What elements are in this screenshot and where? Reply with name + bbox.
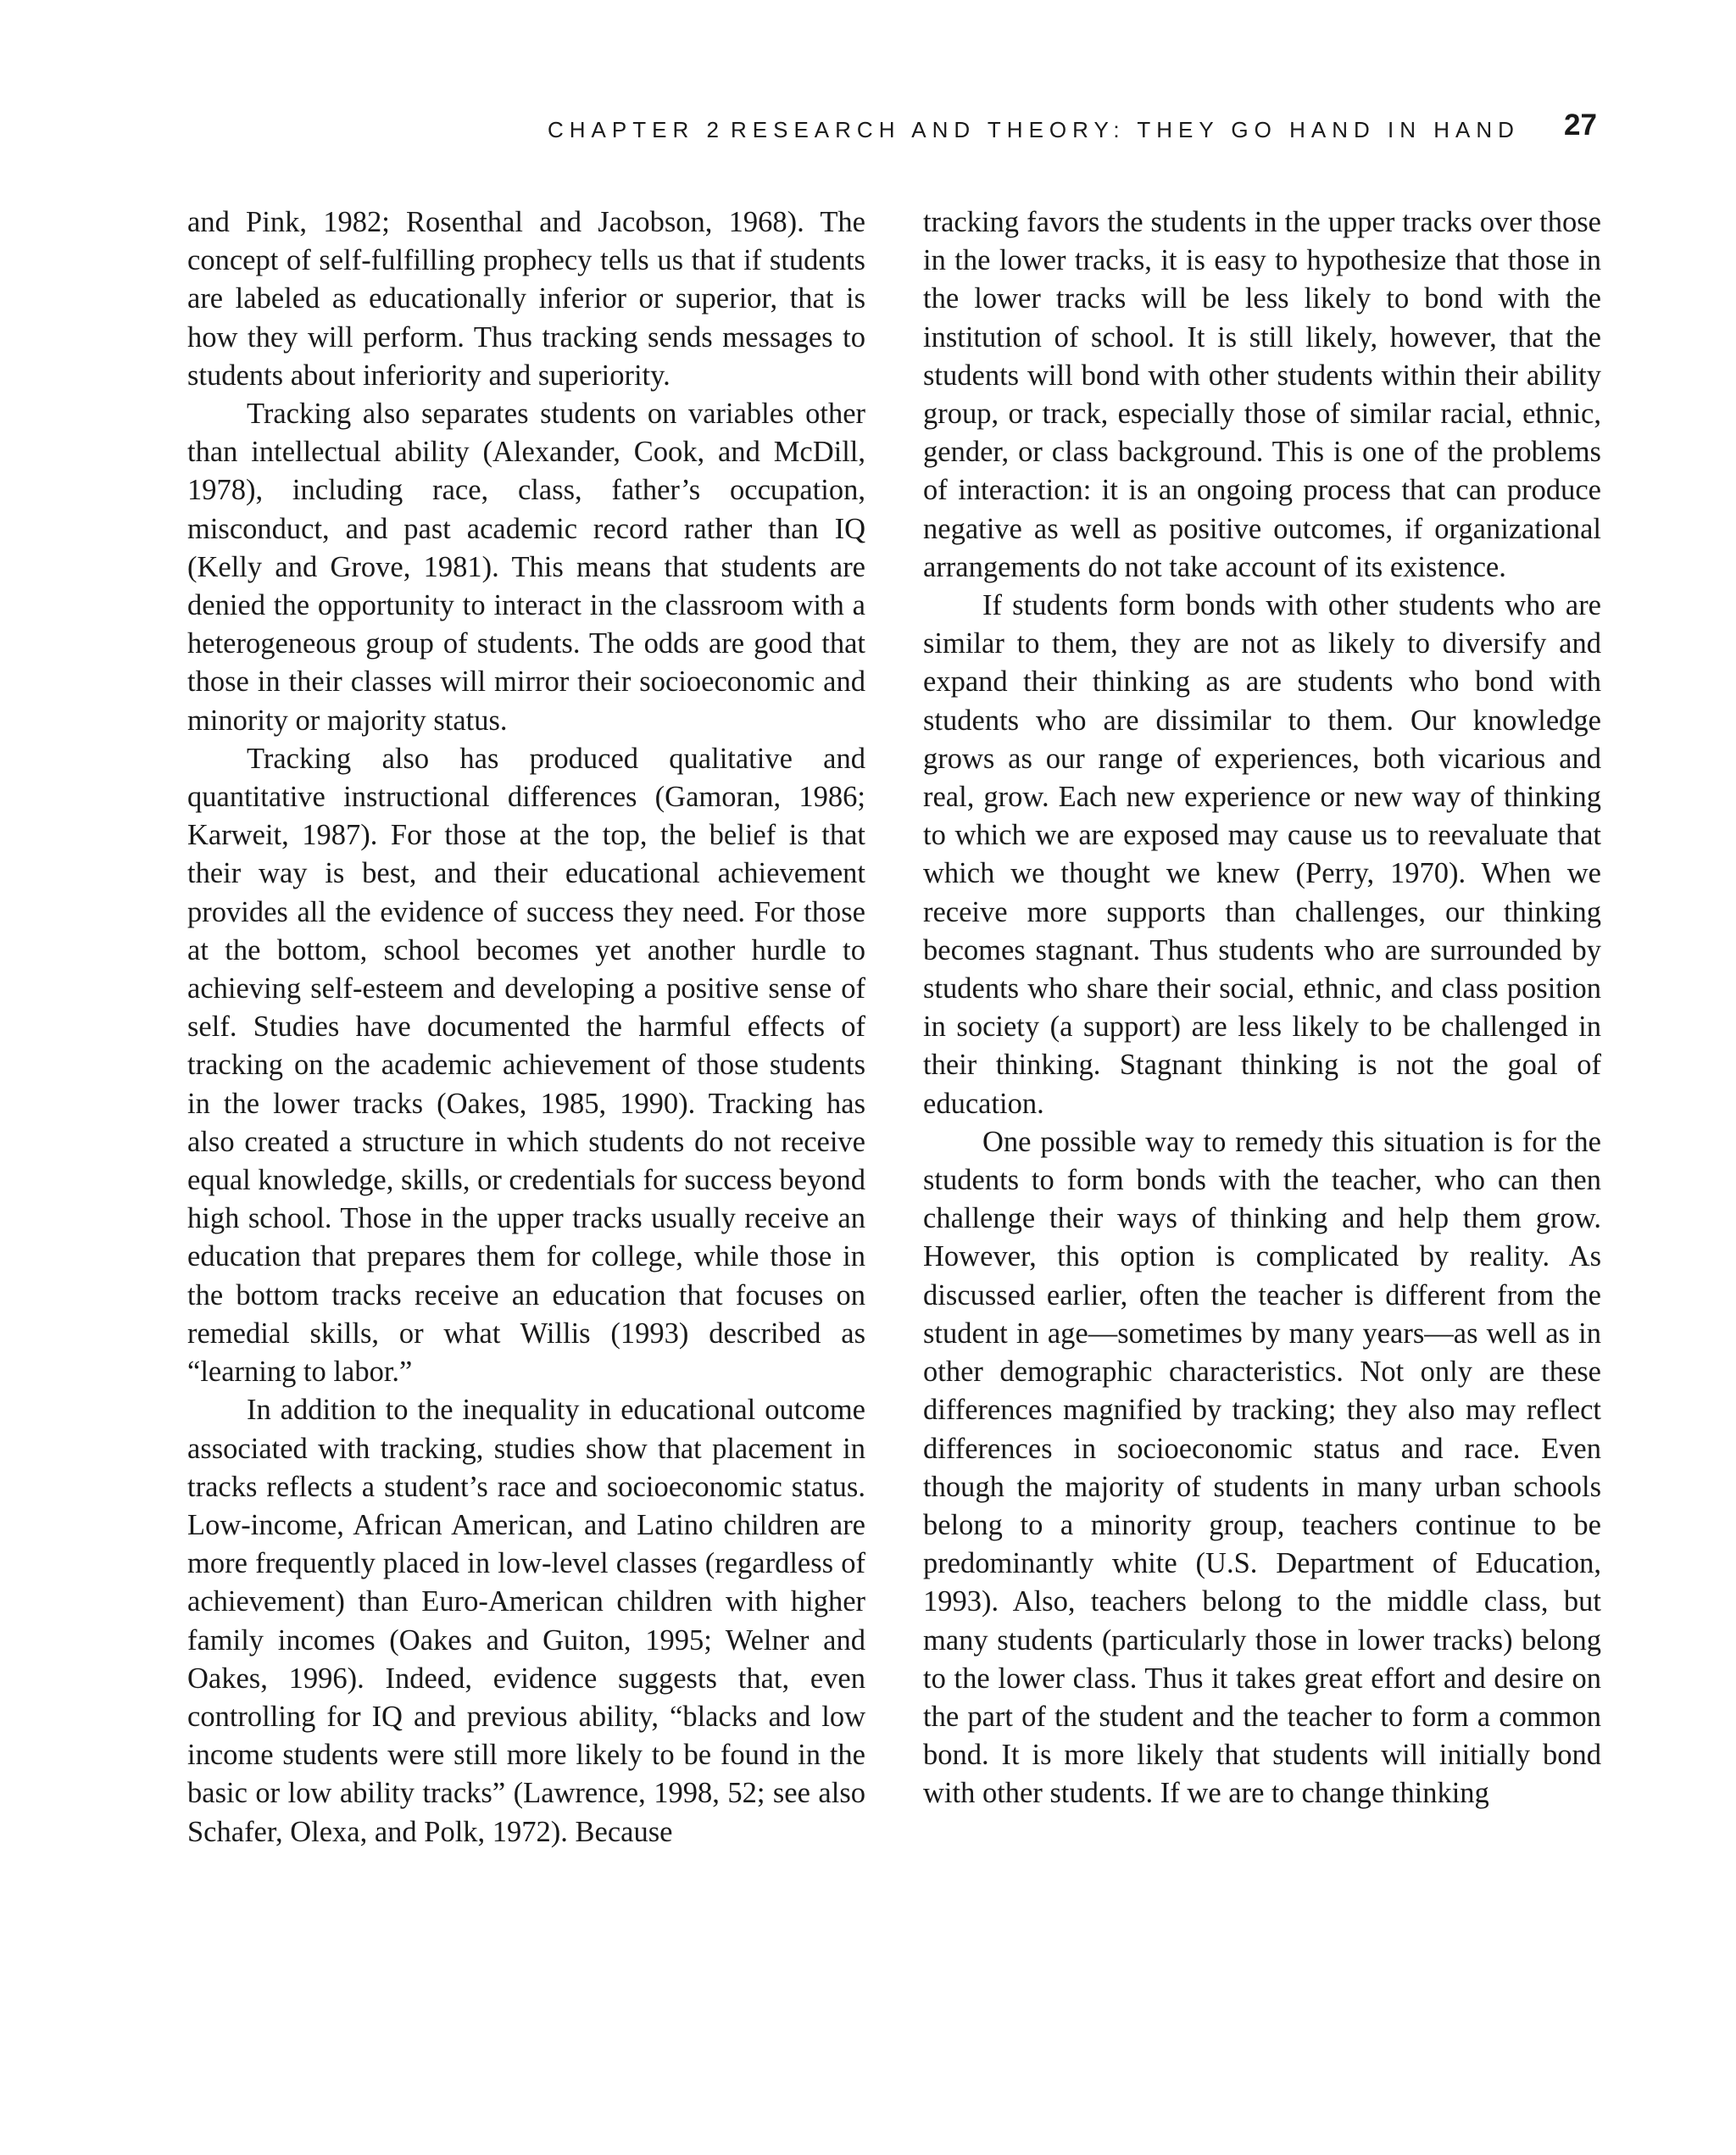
- paragraph: If students form bonds with other students who are similar to them, they are not as likely to diversify and expand their thinking as are students who bond with students who are dissimilar to them. Our knowledge grows as our range of experiences, both vicarious and real, grow. Each new experience or new way of thinking to which we are exposed may cause us to reevaluate that which we thought we knew (Perry, 1970). When we receive more supports than challenges, our thinking becomes stagnant. Thus students who are surrounded by students who share their social, ethnic, and class position in society (a support) are less likely to be challenged in their thinking. Stagnant thinking is not the goal of education.: [923, 589, 1601, 1120]
- paragraph: and Pink, 1982; Rosenthal and Jacobson, 1968). The concept of self-fulfilling prophecy tells us that if students are labeled as educationally inferior or superior, that is how they will perform. Thus tracking sends messages to students about inferiority and superiority.: [187, 206, 865, 392]
- page-number: 27: [1564, 109, 1597, 142]
- paragraph: In addition to the inequality in educational outcome associated with tracking, studies show that placement in tracks reflects a student’s race and socioeconomic status. Low-income, African American, and Latino children are more frequently placed in low-level classes (regardless of achievement) than Euro-American children with higher family incomes (Oakes and Guiton, 1995; Welner and Oakes, 1996). Indeed, evidence suggests that, even controlling for IQ and previous ability, “blacks and low income students were still more likely to be found in the basic or low ability tracks” (Lawrence, 1998, 52; see also Schafer, Olexa, and Polk, 1972). Because: [187, 1394, 865, 1848]
- paragraph: Tracking also separates students on variables other than intellectual ability (Alexander, Cook, and McDill, 1978), including race, class, father’s occupation, misconduct, and past academic record rather than IQ (Kelly and Grove, 1981). This means that students are denied the opportunity to interact in the classroom with a heterogeneous group of students. The odds are good that those in their classes will mirror their socioeconomic and minority or majority status.: [187, 398, 865, 737]
- chapter-title: RESEARCH AND THEORY: THEY GO HAND IN HAND: [731, 117, 1520, 142]
- left-column: [187, 203, 865, 1852]
- paragraph: Tracking also has produced qualitative and quantitative instructional differences (Gamoran, 1986; Karweit, 1987). For those at the top, the belief is that their way is best, and their educational achievement provides all the evidence of success they need. For those at the bottom, school becomes yet another hurdle to achieving self-esteem and developing a positive sense of self. Studies have documented the harmful effects of tracking on the academic achievement of those students in the lower tracks (Oakes, 1985, 1990). Tracking has also created a structure in which students do not receive equal knowledge, skills, or credentials for success beyond high school. Those in the upper tracks usually receive an education that prepares them for college, while those in the bottom tracks receive an education that focuses on remedial skills, or what Willis (1993) described as “learning to labor.”: [187, 742, 865, 1389]
- right-column: [923, 203, 1601, 1813]
- paragraph: One possible way to remedy this situation is for the students to form bonds with the teacher, who can then challenge their ways of thinking and help them grow. However, this option is complicated by reality. As discussed earlier, often the teacher is different from the student in age—sometimes by many years—as well as in other demographic characteristics. Not only are these differences magnified by tracking; they also may reflect differences in socioeconomic status and race. Even though the majority of students in many urban schools belong to a minority group, teachers continue to be predominantly white (U.S. Department of Education, 1993). Also, teachers belong to the middle class, but many students (particularly those in lower tracks) belong to the lower class. Thus it takes great effort and desire on the part of the student and the teacher to form a common bond. It is more likely that students will initially bond with other students. If we are to change thinking: [923, 1125, 1601, 1810]
- chapter-label: CHAPTER 2: [548, 117, 725, 142]
- running-head: [0, 109, 1736, 159]
- paragraph: tracking favors the students in the upper tracks over those in the lower tracks, it is easy to hypothesize that those in the lower tracks will be less likely to bond with the institution of school. It is still likely, however, that the students will bond with other students within their ability group, or track, especially those of similar racial, ethnic, gender, or class background. This is one of the problems of interaction: it is an ongoing process that can produce negative as well as positive outcomes, if organizational arrangements do not take account of its existence.: [923, 206, 1601, 583]
